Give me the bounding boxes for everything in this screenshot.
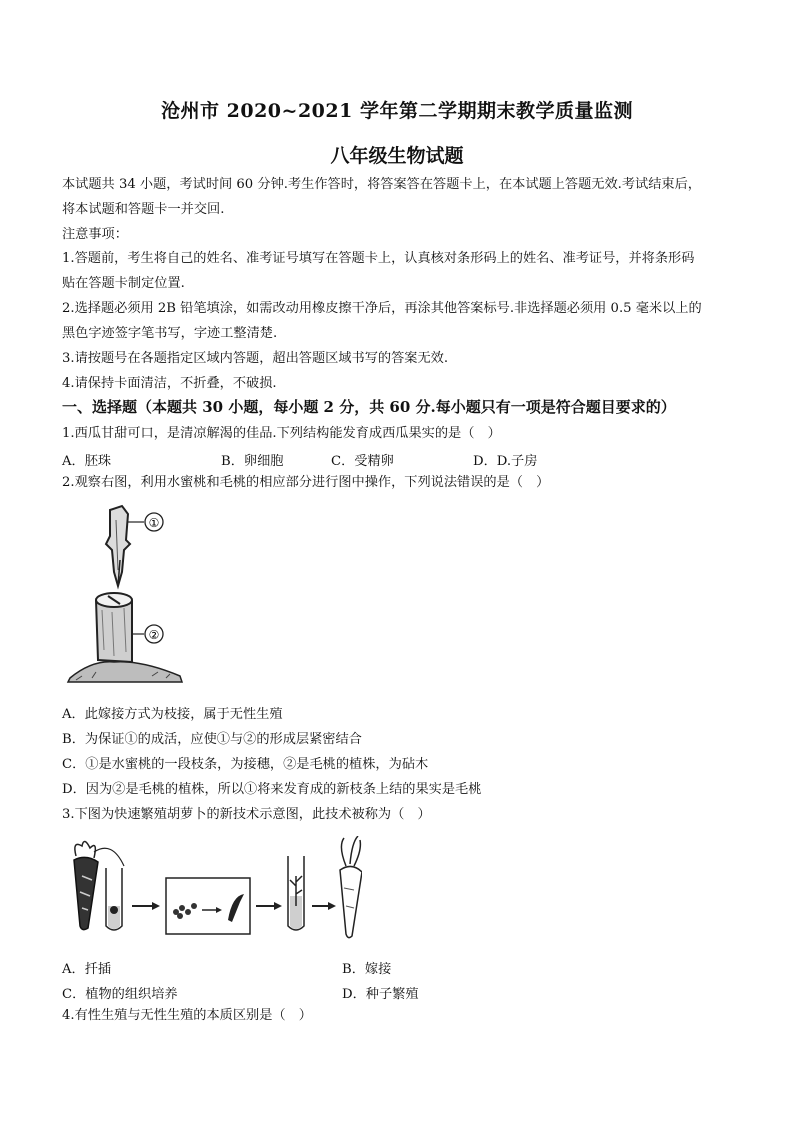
exam-title: 沧州市 2020~2021 学年第二学期期末教学质量监测 [161, 100, 633, 122]
q2-option-a: A．此嫁接方式为枝接，属于无性生殖 [62, 707, 283, 722]
carrot-result [340, 836, 362, 938]
note-2a: 2.选择题必须用 2B 铅笔填涂，如需改动用橡皮擦干净后，再涂其他答案标号.非选择题必须用 0.5 毫米以上的 [62, 301, 702, 316]
intro-line-1: 本试题共 34 小题，考试时间 60 分钟.考生作答时，将答案答在答题卡上，在本试题上答题无效.考试结束后， [62, 177, 701, 192]
tissue-culture-figure [62, 836, 362, 948]
grafting-figure [62, 500, 202, 690]
q4-stem: 4.有性生殖与无性生殖的本质区别是（ ） [62, 1008, 312, 1023]
notes-heading: 注意事项： [62, 227, 128, 242]
note-2b: 黑色字迹签字笔书写，字迹工整清楚. [62, 326, 278, 341]
q2-stem: 2.观察右图，利用水蜜桃和毛桃的相应部分进行图中操作，下列说法错误的是（ ） [62, 475, 550, 490]
q3-option-d: D．种子繁殖 [342, 987, 419, 1002]
test-tube-1 [106, 868, 122, 930]
note-1a: 1.答题前，考生将自己的姓名、准考证号填写在答题卡上，认真核对条形码上的姓名、准考证号，并将条形码 [62, 251, 695, 266]
rootstock-stump [68, 593, 182, 682]
scion-branch [106, 506, 130, 586]
q1-option-a: A．胚珠 [62, 454, 112, 469]
carrot-source [74, 841, 98, 929]
exam-subtitle: 八年级生物试题 [330, 145, 464, 167]
q2-option-c: C．①是水蜜桃的一段枝条，为接穗，②是毛桃的植株，为砧木 [62, 757, 429, 772]
q1-option-d: D．D.子房 [473, 454, 538, 469]
q1-stem: 1.西瓜甘甜可口，是清凉解渴的佳品.下列结构能发育成西瓜果实的是（ ） [62, 426, 501, 441]
culture-plate [166, 878, 250, 934]
label-2: ② [148, 628, 160, 642]
q3-option-c: C．植物的组织培养 [62, 987, 178, 1002]
q3-stem: 3.下图为快速繁殖胡萝卜的新技术示意图，此技术被称为（ ） [62, 807, 431, 822]
section-heading: 一、选择题（本题共 30 小题，每小题 2 分，共 60 分.每小题只有一项是符合题目要求的） [62, 398, 676, 416]
note-4: 4.请保持卡面清洁，不折叠，不破损. [62, 376, 277, 391]
q2-option-b: B．为保证①的成活，应使①与②的形成层紧密结合 [62, 732, 362, 747]
q1-option-b: B．卵细胞 [221, 454, 284, 469]
note-1b: 贴在答题卡制定位置. [62, 276, 185, 291]
test-tube-2 [288, 856, 304, 930]
intro-line-2: 将本试题和答题卡一并交回. [62, 202, 225, 217]
note-3: 3.请按题号在各题指定区域内答题，超出答题区域书写的答案无效. [62, 351, 449, 366]
q3-option-a: A．扦插 [62, 962, 112, 977]
q2-option-d: D．因为②是毛桃的植株，所以①将来发育成的新枝条上结的果实是毛桃 [62, 782, 482, 797]
label-1: ① [148, 516, 160, 530]
q3-option-b: B．嫁接 [342, 962, 392, 977]
q1-option-c: C．受精卵 [331, 454, 394, 469]
